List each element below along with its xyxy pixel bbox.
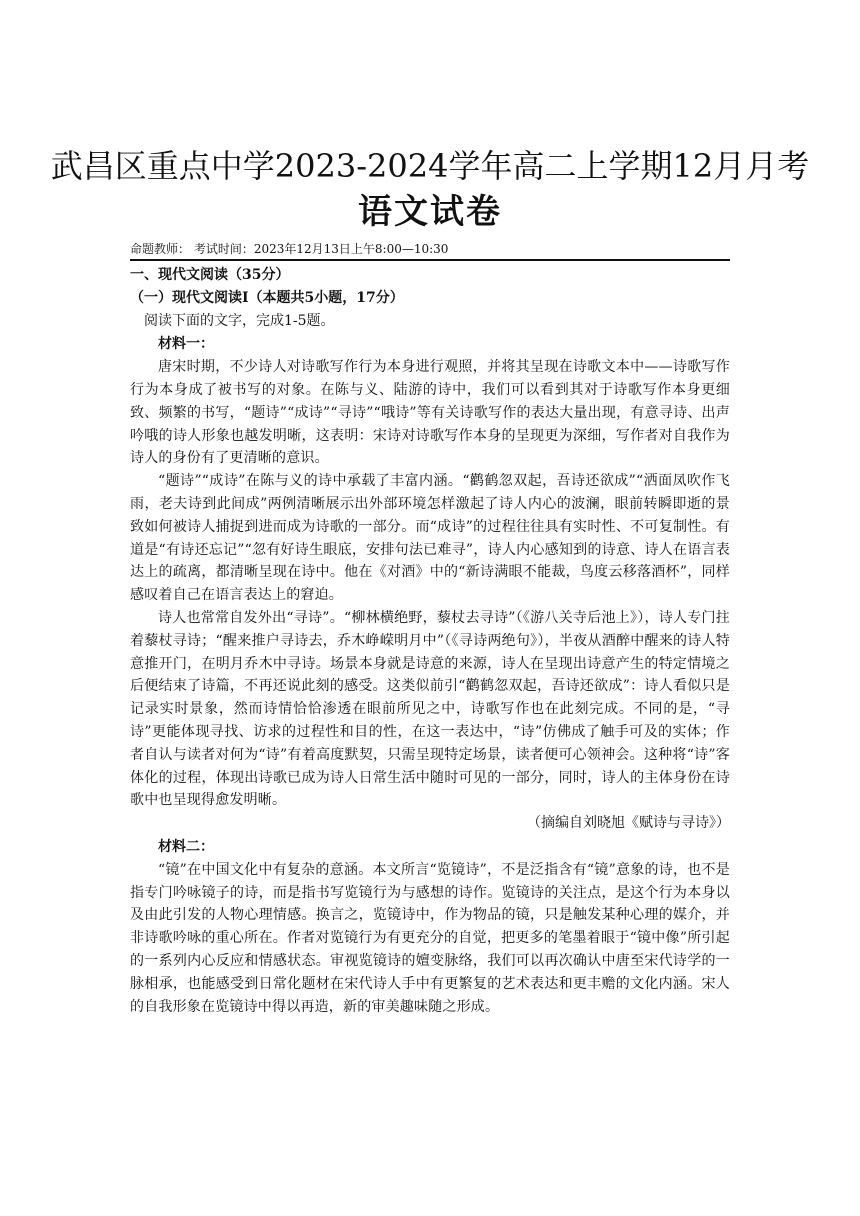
material-two-paragraph: “镜”在中国文化中有复杂的意涵。本文所言“览镜诗”，不是泛指含有“镜”意象的诗，也不是指专门吟咏镜子的诗，而是指书写览镜行为与感想的诗作。览镜诗的关注点，是这个行为本身以及由此引发的人物心理情感。换言之，览镜诗中，作为物品的镜，只是触发某种心理的媒介，并非诗歌吟咏的重心所在。作者对览镜行为有更充分的自觉，把更多的笔墨着眼于“镜中像”所引起的一系列内心反应和情感状态。审视览镜诗的嬗变脉络，我们可以再次确认中唐至宋代诗学的一脉相承，也能感受到日常化题材在宋代诗人手中有更繁复的艺术表达和更丰赡的文化内涵。宋人的自我形象在览镜诗中得以再造，新的审美趣味随之形成。 xyxy=(130,861,730,1015)
exam-meta: 命题教师： 考试时间：2023年12月13日上午8:00—10:30 xyxy=(130,242,449,256)
subsection-heading: （一）现代文阅读I（本题共5小题，17分） xyxy=(130,289,404,306)
section-heading: 一、现代文阅读（35分） xyxy=(130,267,290,283)
material-one-paragraph: “题诗”“成诗”在陈与义的诗中承载了丰富内涵。“鹳鹤忽双起，吾诗还欲成”“洒面凤吹作飞雨，老夫诗到此间成”两例清晰展示出外部环境怎样激起了诗人内心的波澜，眼前转瞬即逝的景致如何被诗人捕捉到进而成为诗歌的一部分。而“成诗”的过程往往具有实时性、不可复制性。有道是“有诗还忘记”“忽有好诗生眼底，安排句法已难寻”，诗人内心感知到的诗意、诗人在语言表达上的疏离，都清晰呈现在诗中。他在《对酒》中的“新诗满眼不能裁，鸟度云移落酒杯”，同样感叹着自己在语言表达上的窘迫。 xyxy=(130,473,730,604)
material-one-label: 材料一： xyxy=(158,336,214,353)
exam-subject-title: 语文试卷 xyxy=(358,192,502,232)
material-one-source: （摘编自刘晓旭《赋诗与寻诗》） xyxy=(527,815,730,832)
material-two-label: 材料二： xyxy=(158,838,214,855)
exam-title: 武昌区重点中学2023-2024学年高二上学期12月月考 xyxy=(50,147,810,185)
reading-instruction: 阅读下面的文字，完成1-5题。 xyxy=(144,312,335,329)
material-one-paragraph: 诗人也常常自发外出“寻诗”。“柳林横绝野，藜杖去寻诗”（《游八关寺后池上》），诗人专门拄着藜杖寻诗；“醒来推户寻诗去，乔木峥嵘明月中”（《寻诗两绝句》），半夜从酒醉中醒来的诗人特意推开门，在明月乔木中寻诗。场景本身就是诗意的来源，诗人在呈现出诗意产生的特定情境之后便结束了诗篇，不再还说此刻的感受。这类似前引“鹳鹤忽双起，吾诗还欲成”：诗人看似只是记录实时景象，然而诗情恰恰渗透在眼前所见之中，诗歌写作也在此刻完成。不同的是，“寻诗”更能体现寻找、访求的过程性和目的性，在这一表达中，“诗”仿佛成了触手可及的实体；作者自认与读者对何为“诗”有着高度默契，只需呈现特定场景，读者便可心领神会。这种将“诗”客体化的过程，体现出诗歌已成为诗人日常生活中随时可见的一部分，同时，诗人的主体身份在诗歌中也呈现得愈发明晰。 xyxy=(130,609,730,809)
exam-body xyxy=(130,264,730,1018)
material-one-paragraph: 唐宋时期，不少诗人对诗歌写作行为本身进行观照，并将其呈现在诗歌文本中——诗歌写作行为本身成了被书写的对象。在陈与义、陆游的诗中，我们可以看到其对于诗歌写作本身更细致、频繁的书写，“题诗”“成诗”“寻诗”“哦诗”等有关诗歌写作的表达大量出现，有意寻诗、出声吟哦的诗人形象也越发明晰，这表明：宋诗对诗歌写作本身的呈现更为深细，写作者对自我作为诗人的身份有了更清晰的意识。 xyxy=(130,359,730,467)
header-divider xyxy=(130,259,730,261)
